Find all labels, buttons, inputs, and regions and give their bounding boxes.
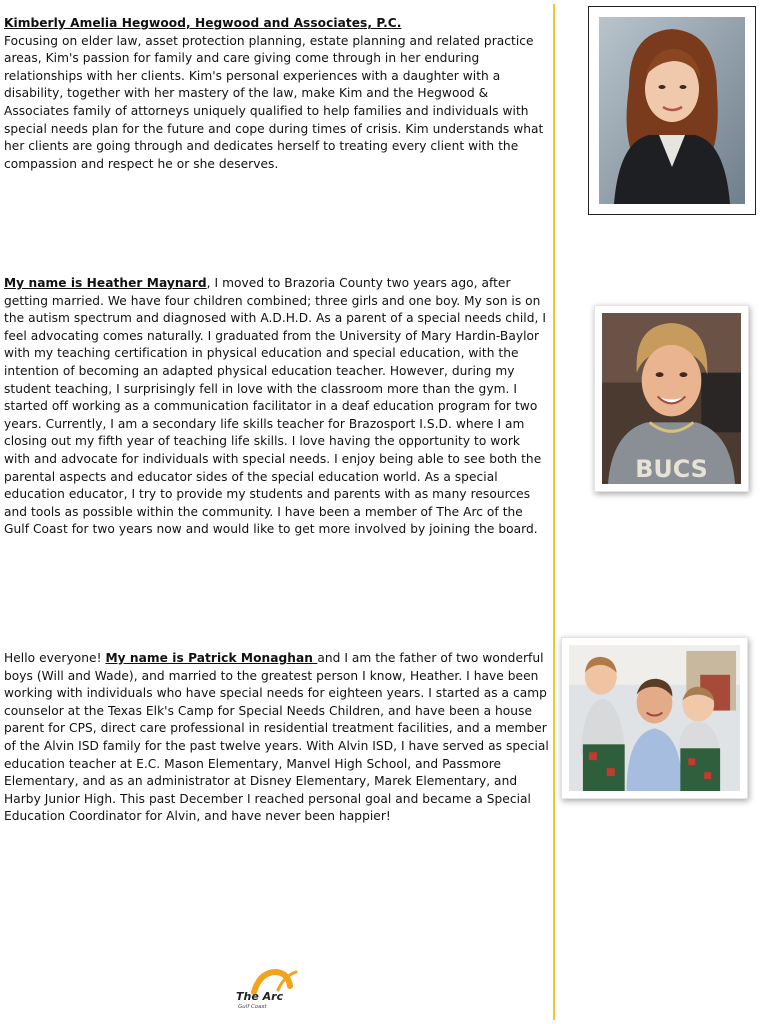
bio-name: My name is Heather Maynard	[4, 276, 207, 290]
portrait-photo-icon	[602, 313, 741, 484]
portrait-photo-icon	[599, 17, 745, 204]
bio-name: My name is Patrick Monaghan	[105, 651, 318, 665]
photo-patrick-monaghan-family	[561, 637, 748, 799]
bio-text: and I am the father of two wonderful boys (Will and Wade), and married to the greatest person I know, Heather. I have been working with individuals who have special needs for eighteen years. I started as a camp counselor at the Texas Elk's Camp for Special Needs Children, and have been a house parent for CPS, direct care professional in residential treatment facilities, and a member of the Alvin ISD family for the past twelve years. With Alvin ISD, I have served as special education teacher at E.C. Mason Elementary, Manvel High School, and Passmore Elementary, and as an administrator at Disney Elementary, Marek Elementary, and Harby Junior High. This past December I reached personal goal and became a Special Education Coordinator for Alvin, and have never been happier!	[4, 651, 549, 824]
bio-text: Focusing on elder law, asset protection planning, estate planning and related practice areas, Kim's passion for family and care giving come through in her enduring relationships with her clients. Kim's personal experiences with a daughter with a disability, together with her mastery of the law, make Kim and the Hegwood & Associates family of attorneys uniquely qualified to help families and individuals with special needs plan for the future and cope during times of crisis. Kim understands what her clients are going through and dedicates herself to treating every client with the compassion and respect he or she deserves.	[4, 33, 544, 171]
bio-name: Kimberly Amelia Hegwood, Hegwood and Associates, P.C.	[4, 16, 402, 30]
column-divider	[553, 4, 555, 1020]
logo-subtitle: Gulf Coast	[238, 1004, 267, 1010]
bio-patrick-monaghan	[4, 650, 549, 826]
bio-intro: Hello everyone!	[4, 651, 106, 665]
photo-heather-maynard	[594, 305, 749, 492]
the-arc-logo	[232, 966, 312, 1014]
bio-text: , I moved to Brazoria County two years ago, after getting married. We have four children combined; three girls and one boy. My son is on the autism spectrum and diagnosed with A.D.H.D. As a parent of a special needs child, I feel advocating comes naturally. I graduated from the University of Mary Hardin-Baylor with my teaching certification in physical education and special education, with the intention of becoming an adapted physical education teacher. However, during my student teaching, I surprisingly fell in love with the classroom more than the gym. I started off working as a communication facilitator in a deaf education program for two years. Currently, I am a secondary life skills teacher for Brazosport I.S.D. where I am closing out my fifth year of teaching life skills. I love having the opportunity to work with and advocate for individuals with special needs. I enjoy being able to see both the parental aspects and educator sides of the special education world. As a special education educator, I try to provide my students and parents with as many resources and tools as possible within the community. I have been a member of The Arc of the Gulf Coast for two years now and would like to get more involved by joining the board.	[4, 276, 546, 537]
svg-text:BUCS: BUCS	[635, 455, 708, 484]
bio-kimberly-hegwood	[4, 15, 549, 173]
bio-heather-maynard	[4, 275, 549, 539]
logo-name: The Arc	[236, 990, 284, 1003]
family-photo-icon	[569, 645, 740, 791]
photo-kim-hegwood	[588, 6, 756, 215]
